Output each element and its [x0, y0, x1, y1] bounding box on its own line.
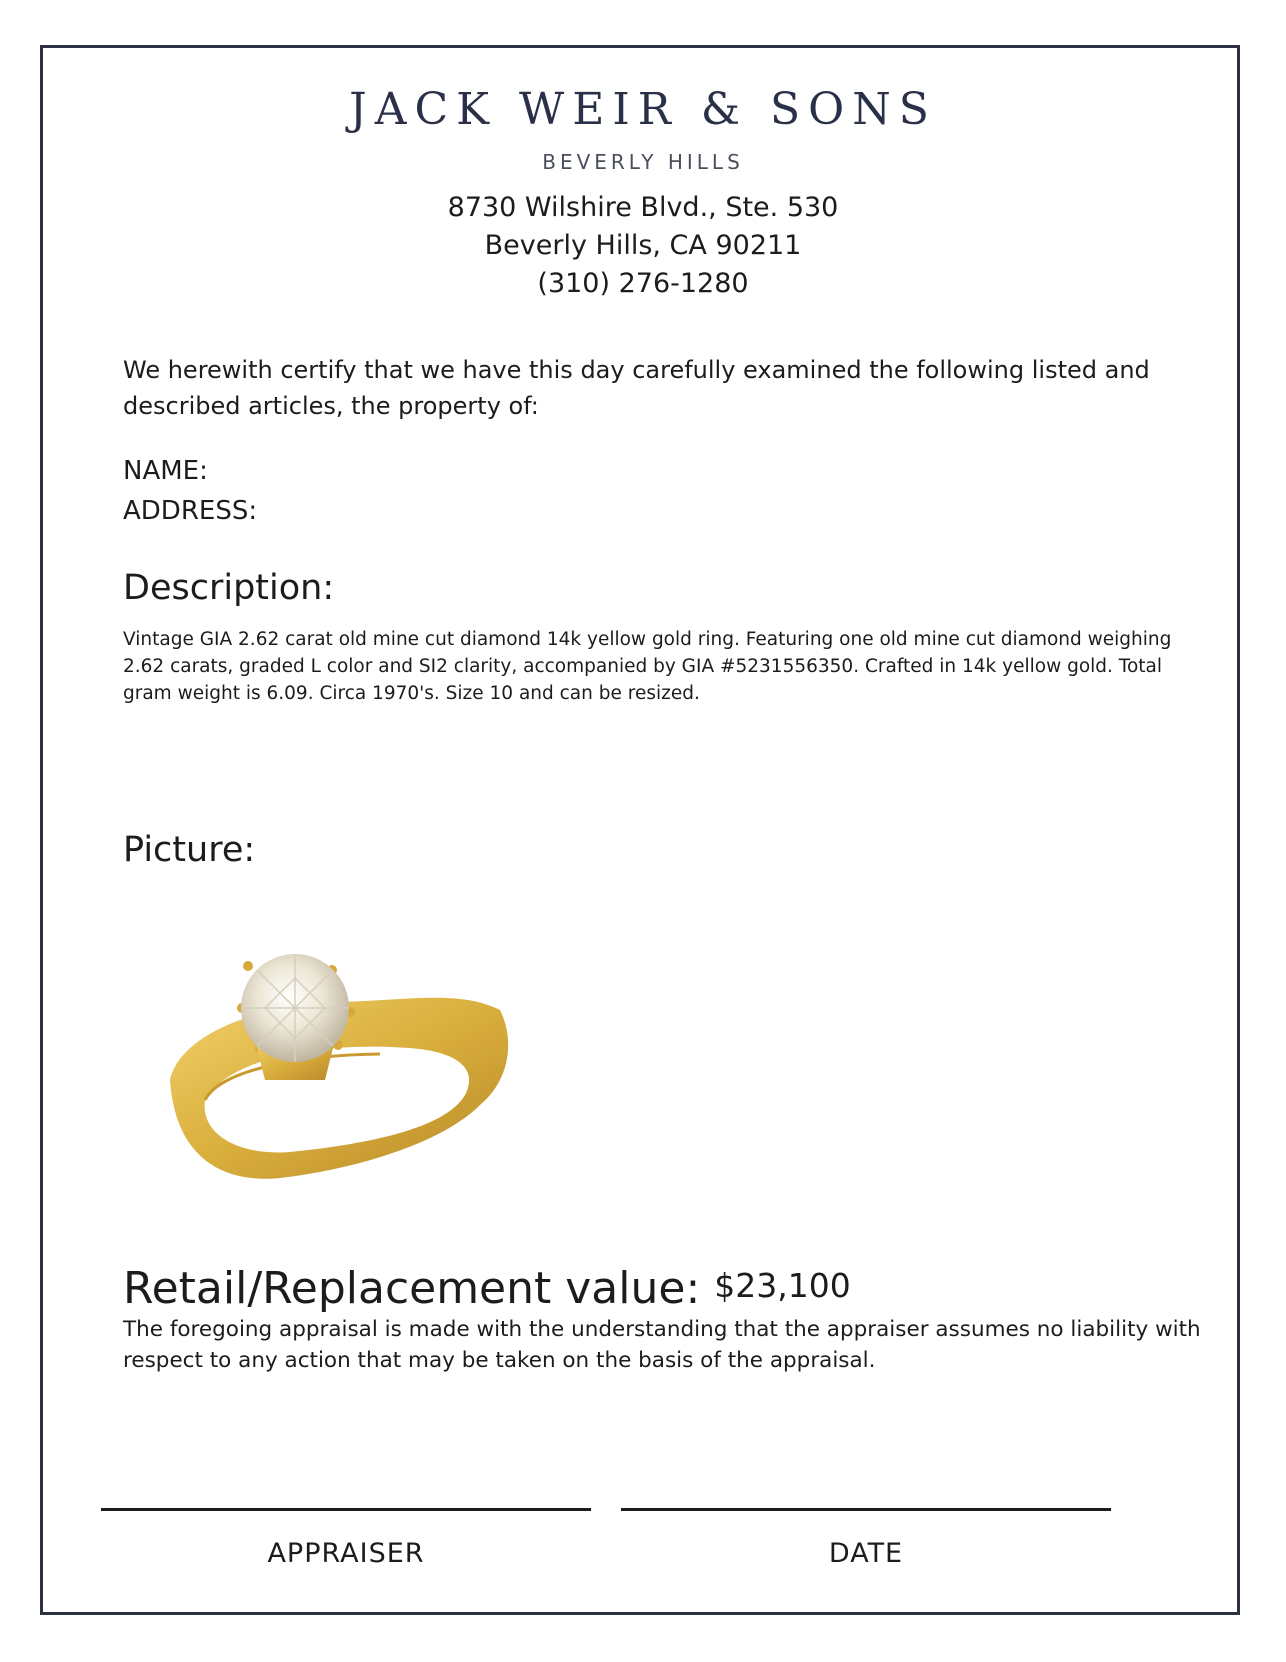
date-signature-line [621, 1508, 1111, 1511]
valuation-label: Retail/Replacement value: [123, 1263, 701, 1314]
address-line-2: Beverly Hills, CA 90211 [484, 230, 802, 261]
brand-name: JACK WEIR & SONS [349, 84, 937, 135]
certification-statement: We herewith certify that we have this day carefully examined the following listed and described articles, the property of: [123, 356, 1150, 420]
picture-heading: Picture: [123, 830, 256, 870]
address-label: ADDRESS: [123, 496, 258, 526]
ring-photo [160, 930, 530, 1194]
disclaimer-text: The foregoing appraisal is made with the understanding that the appraiser assumes no liability with respect to any action that may be taken on the basis of the appraisal. [123, 1317, 1201, 1373]
description-heading: Description: [123, 568, 335, 608]
date-label: DATE [828, 1538, 904, 1569]
name-label: NAME: [123, 456, 208, 486]
phone-number: (310) 276-1280 [537, 268, 749, 299]
valuation-line [123, 1263, 851, 1314]
appraiser-label: APPRAISER [267, 1538, 425, 1569]
appraiser-signature-line [101, 1508, 591, 1511]
brand-city: BEVERLY HILLS [542, 150, 744, 174]
description-text: Vintage GIA 2.62 carat old mine cut diamond 14k yellow gold ring. Featuring one old mine cut diamond weighing 2.62 carats, graded L color and SI2 clarity, accompanied by GIA #5231556350. Crafted in 14k yellow gold. Total gram weight is 6.09. Circa 1970's. Size 10 and can be resized. [123, 629, 1172, 704]
address-line-1: 8730 Wilshire Blvd., Ste. 530 [447, 192, 839, 223]
valuation-amount: $23,100 [714, 1266, 851, 1305]
